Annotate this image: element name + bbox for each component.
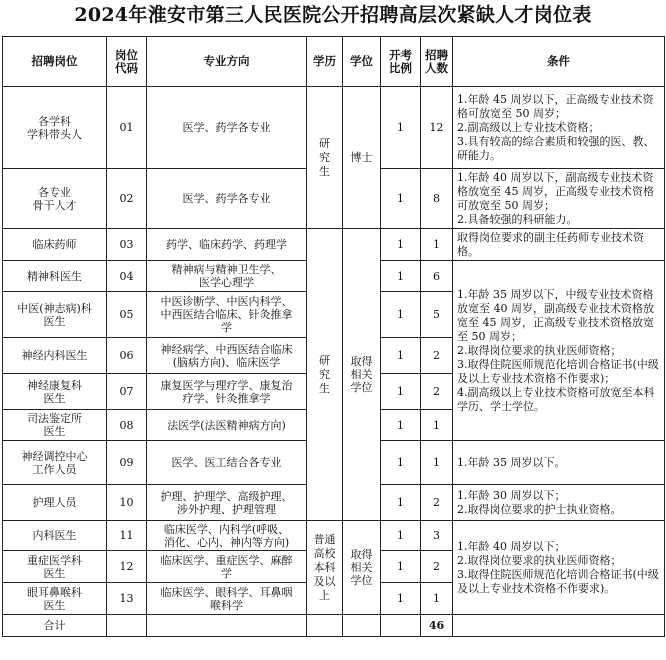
recruitment-table	[2, 36, 665, 637]
total-label: 合计	[3, 615, 107, 637]
post-cell: 护理人员	[3, 485, 107, 521]
code-cell: 11	[107, 521, 147, 551]
table-row	[3, 87, 665, 169]
empty-cell	[343, 615, 381, 637]
major-cell: 中医诊断学、中医内科学、 中西医结合临床、针灸推拿 学	[147, 292, 307, 338]
major-cell: 临床医学、眼科学、耳鼻咽 喉科学	[147, 583, 307, 615]
education-cell: 普通 高校 本科 及以 上	[307, 521, 343, 615]
code-cell: 04	[107, 261, 147, 292]
count-cell: 6	[421, 261, 453, 292]
code-cell: 01	[107, 87, 147, 169]
header-count: 招聘 人数	[421, 37, 453, 87]
ratio-cell: 1	[381, 229, 421, 261]
header-code: 岗位 代码	[107, 37, 147, 87]
header-education: 学历	[307, 37, 343, 87]
empty-cell	[147, 615, 307, 637]
count-cell: 8	[421, 169, 453, 229]
post-cell: 神经调控中心 工作人员	[3, 441, 107, 485]
degree-cell: 取得 相关 学位	[343, 229, 381, 521]
post-cell: 重症医学科 医生	[3, 551, 107, 583]
empty-cell	[107, 615, 147, 637]
degree-cell: 取得 相关 学位	[343, 521, 381, 615]
count-cell: 1	[421, 410, 453, 441]
degree-cell: 博士	[343, 87, 381, 229]
count-cell: 12	[421, 87, 453, 169]
major-cell: 法医学(法医精神病方向)	[147, 410, 307, 441]
header-post: 招聘岗位	[3, 37, 107, 87]
major-cell: 精神病与精神卫生学、 医学心理学	[147, 261, 307, 292]
code-cell: 12	[107, 551, 147, 583]
major-cell: 护理、护理学、高级护理、 涉外护理、护理管理	[147, 485, 307, 521]
code-cell: 02	[107, 169, 147, 229]
post-cell: 神经内科医生	[3, 338, 107, 374]
major-cell: 康复医学与理疗学、康复治 疗学、针灸推拿学	[147, 374, 307, 410]
count-cell: 1	[421, 583, 453, 615]
count-cell: 1	[421, 229, 453, 261]
conditions-cell: 1.年龄 45 周岁以下，正高级专业技术资格可放宽至 50 周岁； 2.副高级以上专业技术资格； 3.具有较高的综合素质和较强的医、教、研能力。	[453, 87, 665, 169]
education-cell: 研 究 生	[307, 229, 343, 521]
ratio-cell: 1	[381, 485, 421, 521]
ratio-cell: 1	[381, 551, 421, 583]
count-cell: 2	[421, 551, 453, 583]
code-cell: 13	[107, 583, 147, 615]
total-row	[3, 615, 665, 637]
post-cell: 精神科医生	[3, 261, 107, 292]
post-cell: 中医(神志病)科 医生	[3, 292, 107, 338]
post-cell: 临床药师	[3, 229, 107, 261]
count-cell: 2	[421, 374, 453, 410]
conditions-cell: 1.年龄 35 周岁以下。	[453, 441, 665, 485]
ratio-cell: 1	[381, 374, 421, 410]
post-cell: 神经康复科 医生	[3, 374, 107, 410]
post-cell: 内科医生	[3, 521, 107, 551]
major-cell: 医学、医工结合各专业	[147, 441, 307, 485]
code-cell: 07	[107, 374, 147, 410]
count-cell: 3	[421, 521, 453, 551]
ratio-cell: 1	[381, 338, 421, 374]
post-cell: 眼耳鼻喉科 医生	[3, 583, 107, 615]
ratio-cell: 1	[381, 583, 421, 615]
conditions-cell: 1.年龄 40 周岁以下，副高级专业技术资格放宽至 45 周岁，正高级专业技术资格可放宽至 50 周岁； 2.具备较强的科研能力。	[453, 169, 665, 229]
header-conditions: 条件	[453, 37, 665, 87]
count-cell: 2	[421, 485, 453, 521]
empty-cell	[453, 615, 665, 637]
code-cell: 09	[107, 441, 147, 485]
ratio-cell: 1	[381, 87, 421, 169]
empty-cell	[307, 615, 343, 637]
code-cell: 08	[107, 410, 147, 441]
header-row	[3, 37, 665, 87]
major-cell: 神经病学、中西医结合临床 (脑病方向)、临床医学	[147, 338, 307, 374]
post-cell: 各学科 学科带头人	[3, 87, 107, 169]
major-cell: 临床医学、内科学(呼吸、 消化、心内、神内等方向)	[147, 521, 307, 551]
count-cell: 2	[421, 338, 453, 374]
conditions-cell: 1.年龄 35 周岁以下，中级专业技术资格放宽至 40 周岁，副高级专业技术资格放宽至 45 周岁，正高级专业技术资格放宽至 50 周岁； 2.取得岗位要求的执业医师资格； 3.取得住院医师规范化培训合格证书(中级及以上专业技术资格不作要求)； 4.副高级以上专业技术资格可放宽至本科学历、学士学位。	[453, 261, 665, 441]
conditions-cell: 1.年龄 40 周岁以下； 2.取得岗位要求的执业医师资格； 3.取得住院医师规范化培训合格证书(中级及以上专业技术资格不作要求)。	[453, 521, 665, 615]
code-cell: 03	[107, 229, 147, 261]
table-row	[3, 521, 665, 551]
ratio-cell: 1	[381, 261, 421, 292]
ratio-cell: 1	[381, 169, 421, 229]
post-cell: 各专业 骨干人才	[3, 169, 107, 229]
header-major: 专业方向	[147, 37, 307, 87]
post-cell: 司法鉴定所 医生	[3, 410, 107, 441]
code-cell: 05	[107, 292, 147, 338]
ratio-cell: 1	[381, 441, 421, 485]
page-title: 2024年淮安市第三人民医院公开招聘高层次紧缺人才岗位表	[74, 4, 592, 26]
conditions-cell: 1.年龄 30 周岁以下； 2.取得岗位要求的护士执业资格。	[453, 485, 665, 521]
ratio-cell: 1	[381, 292, 421, 338]
major-cell: 医学、药学各专业	[147, 169, 307, 229]
code-cell: 10	[107, 485, 147, 521]
header-ratio: 开考 比例	[381, 37, 421, 87]
education-cell: 研 究 生	[307, 87, 343, 229]
header-degree: 学位	[343, 37, 381, 87]
major-cell: 药学、临床药学、药理学	[147, 229, 307, 261]
ratio-cell: 1	[381, 521, 421, 551]
count-cell: 1	[421, 441, 453, 485]
conditions-cell: 取得岗位要求的副主任药师专业技术资格。	[453, 229, 665, 261]
table-row	[3, 229, 665, 261]
code-cell: 06	[107, 338, 147, 374]
empty-cell	[381, 615, 421, 637]
count-cell: 5	[421, 292, 453, 338]
total-count: 46	[421, 615, 453, 637]
ratio-cell: 1	[381, 410, 421, 441]
major-cell: 医学、药学各专业	[147, 87, 307, 169]
major-cell: 临床医学、重症医学、麻醉 学	[147, 551, 307, 583]
